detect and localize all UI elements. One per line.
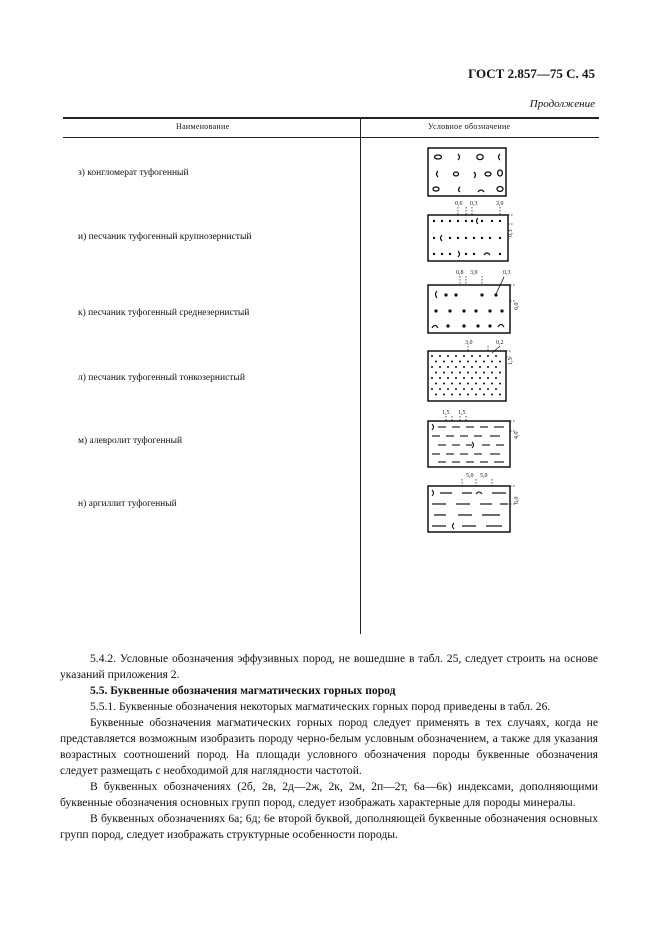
stipple-dot (431, 366, 433, 368)
stipple-dot (463, 377, 465, 379)
stipple-dot (463, 366, 465, 368)
dim-label: 3,0 (470, 270, 478, 276)
dim-label: 0,8 (456, 270, 464, 276)
stipple-dot (491, 383, 493, 385)
stipple-dot (491, 361, 493, 363)
section-heading-5-5: 5.5. Буквенные обозначения магматических горных пород (90, 684, 396, 697)
stipple-dot (467, 372, 469, 374)
row-label-sandstone-coarse: и) песчаник туфогенный крупнозернистый (78, 232, 252, 242)
paragraph-second-letter: В буквенных обозначениях 6а; 6д; 6е второй буквой, дополняющей буквенные обозначения основных групп пород, следует изображать структурные особенности породы. (60, 812, 598, 841)
row-label-siltstone: м) алевролит туфогенный (78, 436, 183, 446)
dim-label: 5,0 (466, 473, 474, 479)
stipple-dot (443, 383, 445, 385)
conglomerate-symbol (420, 145, 520, 200)
stipple-dot (459, 372, 461, 374)
dim-label: 4,0 (514, 431, 520, 439)
stipple-dot (475, 383, 477, 385)
stipple-dot (467, 394, 469, 396)
stipple-dot (439, 377, 441, 379)
paragraph-usage: Буквенные обозначения магматических горных пород следует применять в тех случаях, когда не представляется возможным изобразить породу черно-белым условным обозначением, а также для указания возрастных соотношений пород. На площади условного обозначения породы буквенные обозначения следует размещать с необходимой для наглядности частотой. (60, 716, 598, 777)
stipple-dot (479, 366, 481, 368)
stipple-dot (435, 383, 437, 385)
dim-label: 6,0 (514, 302, 520, 310)
stipple-dot (471, 355, 473, 357)
stipple-dot (495, 377, 497, 379)
stipple-dot (463, 388, 465, 390)
stipple-dot (451, 383, 453, 385)
stipple-dot (439, 366, 441, 368)
stipple-dot (495, 388, 497, 390)
stipple-dot (495, 366, 497, 368)
stipple-dot (479, 377, 481, 379)
stipple-dot (475, 394, 477, 396)
dim-label: 0,3 (470, 201, 478, 207)
sandstone-medium-symbol (420, 265, 530, 340)
stipple-dot (483, 383, 485, 385)
stipple-dot (483, 361, 485, 363)
paragraph-5-4-2: 5.4.2. Условные обозначения эффузивных пород, не вошедшие в табл. 25, следует строить на основе указаний приложения 2. (60, 652, 598, 681)
stipple-dot (443, 361, 445, 363)
stipple-dot (439, 388, 441, 390)
stipple-dot (479, 355, 481, 357)
stipple-dot (431, 355, 433, 357)
column-header-name: Наименование (176, 122, 230, 131)
page-header: ГОСТ 2.857—75 С. 45 (468, 66, 595, 81)
column-header-symbol: Условное обозначение (428, 122, 511, 131)
dim-label: 0,2 (496, 340, 504, 346)
dim-label: 0,6 (455, 201, 463, 207)
stipple-dot (499, 394, 501, 396)
stipple-dot (435, 394, 437, 396)
sandstone-coarse-symbol (420, 197, 530, 267)
stipple-dot (471, 388, 473, 390)
stipple-dot (475, 372, 477, 374)
dim-label: 0,3 (503, 270, 511, 276)
table-header-rule (63, 137, 599, 138)
dim-label: 1,5 (458, 410, 466, 416)
dim-label: 0,3 (508, 229, 514, 237)
stipple-dot (471, 377, 473, 379)
stipple-dot (435, 372, 437, 374)
row-label-sandstone-medium: к) песчаник туфогенный среднезернистый (78, 308, 250, 318)
stipple-dot (443, 372, 445, 374)
stipple-dot (435, 361, 437, 363)
row-label-argillite: н) аргиллит туфогенный (78, 499, 177, 509)
stipple-dot (471, 366, 473, 368)
stipple-dot (447, 355, 449, 357)
stipple-dot (455, 388, 457, 390)
stipple-dot (487, 377, 489, 379)
stipple-dot (451, 372, 453, 374)
row-label-sandstone-fine: л) песчаник туфогенный тонкозернистый (78, 373, 245, 383)
stipple-dot (447, 366, 449, 368)
stipple-dot (499, 361, 501, 363)
stipple-dot (499, 372, 501, 374)
paragraph-5-5-1: 5.5.1. Буквенные обозначения некоторых магматических горных пород приведены в табл. 26. (90, 700, 551, 713)
stipple-dot (455, 377, 457, 379)
stipple-dot (495, 355, 497, 357)
stipple-dot (451, 394, 453, 396)
stipple-dot (467, 361, 469, 363)
stipple-dot (491, 394, 493, 396)
stipple-dot (439, 355, 441, 357)
stipple-dot (447, 377, 449, 379)
stipple-dot (459, 394, 461, 396)
dim-label: 1,5 (442, 410, 450, 416)
dim-label: 5,0 (480, 473, 488, 479)
stipple-dot (491, 372, 493, 374)
stipple-dot (463, 355, 465, 357)
argillite-symbol (420, 468, 530, 536)
dim-label: 3,0 (465, 340, 473, 346)
table-column-divider (360, 117, 361, 634)
continuation-label: Продолжение (529, 98, 595, 110)
body-text (60, 651, 598, 843)
dim-label: 6,0 (514, 496, 520, 504)
stipple-dot (499, 383, 501, 385)
row-label-conglomerate: з) конгломерат туфогенный (78, 168, 189, 178)
stipple-dot (459, 383, 461, 385)
stipple-dot (431, 377, 433, 379)
siltstone-symbol (420, 405, 530, 470)
stipple-dot (459, 361, 461, 363)
stipple-dot (447, 388, 449, 390)
stipple-dot (451, 361, 453, 363)
dim-label: 1,5 (508, 357, 514, 365)
stipple-dot (487, 366, 489, 368)
stipple-dot (455, 355, 457, 357)
table-top-rule (63, 117, 599, 119)
stipple-dot (479, 388, 481, 390)
stipple-dot (475, 361, 477, 363)
stipple-dot (443, 394, 445, 396)
stipple-dot (487, 355, 489, 357)
stipple-dot (431, 388, 433, 390)
paragraph-indices: В буквенных обозначениях (2б, 2в, 2д—2ж, 2к, 2м, 2п—2т, 6а—6к) индексами, дополняющими буквенные обозначения основных групп пород, следует изображать характерные для породы минералы. (60, 780, 598, 809)
stipple-dot (483, 372, 485, 374)
stipple-dot (455, 366, 457, 368)
dim-label: 3,0 (496, 201, 504, 207)
stipple-dot (487, 388, 489, 390)
sandstone-fine-symbol (420, 335, 530, 405)
stipple-dot (483, 394, 485, 396)
stipple-dot (467, 383, 469, 385)
